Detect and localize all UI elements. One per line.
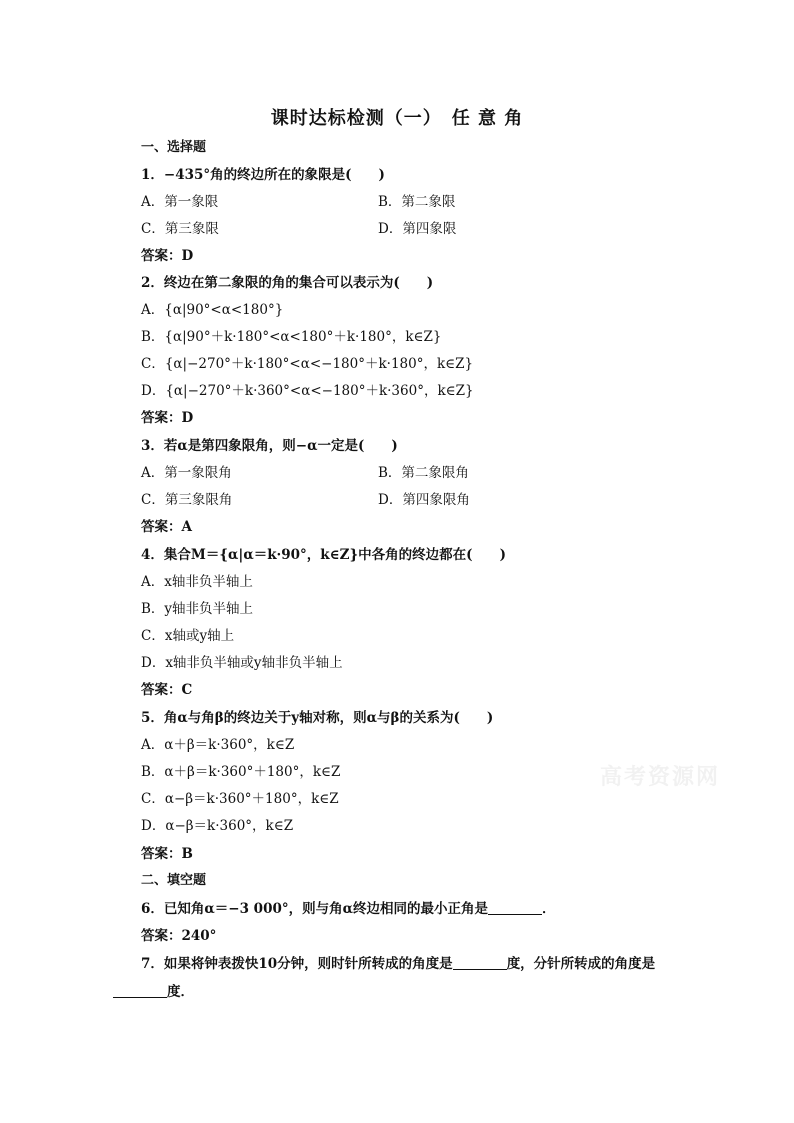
question-5-option-c: C．α−β＝k·360°＋180°，k∈Z [141, 791, 339, 807]
question-1-option-a: A．第一象限 [141, 194, 219, 210]
question-2-answer: 答案：D [141, 410, 194, 426]
question-5-answer: 答案：B [141, 846, 193, 862]
question-5-stem: 5．角α与角β的终边关于y轴对称，则α与β的关系为( ) [141, 710, 494, 726]
section-heading-choice: 一、选择题 [141, 140, 207, 155]
question-7-continuation [113, 983, 194, 1001]
question-7-blank-2 [113, 983, 167, 998]
question-4-stem: 4．集合M＝{α|α＝k·90°，k∈Z}中各角的终边都在( ) [141, 547, 506, 563]
question-4-answer: 答案：C [141, 682, 193, 698]
question-7-text-mid: 度，分针所转成的角度是 [506, 956, 656, 972]
question-3-option-a: A．第一象限角 [141, 465, 232, 481]
question-2-stem: 2．终边在第二象限的角的集合可以表示为( ) [141, 275, 434, 291]
question-7-stem [141, 955, 655, 973]
question-2-option-d: D．{α|−270°＋k·360°<α<−180°＋k·360°，k∈Z} [141, 383, 474, 399]
question-6-stem [141, 900, 556, 918]
question-6-answer: 答案：240° [141, 928, 217, 944]
question-2-option-c: C．{α|−270°＋k·180°<α<−180°＋k·180°，k∈Z} [141, 356, 474, 372]
question-7-blank-1 [453, 955, 507, 970]
question-4-option-d: D．x轴非负半轴或y轴非负半轴上 [141, 655, 343, 671]
question-5-option-d: D．α−β＝k·360°，k∈Z [141, 818, 294, 834]
page-title: 课时达标检测（一） 任 意 角 [270, 108, 524, 129]
question-3-stem: 3．若α是第四象限角，则−α一定是( ) [141, 438, 398, 454]
question-4-option-b: B．y轴非负半轴上 [141, 601, 254, 617]
question-1-option-c: C．第三象限 [141, 221, 219, 237]
question-1-stem: 1．−435°角的终边所在的象限是( ) [141, 167, 385, 183]
question-7-text-end: 度． [167, 984, 194, 1000]
question-1-option-b: B．第二象限 [378, 194, 456, 210]
question-1-option-d: D．第四象限 [378, 221, 457, 237]
question-6-end: ． [542, 901, 556, 917]
question-6-blank [488, 900, 542, 915]
question-2-option-a: A．{α|90°<α<180°} [141, 302, 284, 318]
question-4-option-a: A．x轴非负半轴上 [141, 574, 253, 590]
question-3-answer: 答案：A [141, 519, 192, 535]
question-6-text: 6．已知角α＝−3 000°，则与角α终边相同的最小正角是 [141, 901, 489, 917]
question-3-option-c: C．第三象限角 [141, 492, 233, 508]
question-5-option-a: A．α＋β＝k·360°，k∈Z [141, 737, 295, 753]
question-3-option-d: D．第四象限角 [378, 492, 470, 508]
question-1-answer: 答案：D [141, 248, 194, 264]
question-7-text: 7．如果将钟表拨快10分钟，则时针所转成的角度是 [141, 956, 453, 972]
question-4-option-c: C．x轴或y轴上 [141, 628, 235, 644]
question-2-option-b: B．{α|90°＋k·180°<α<180°＋k·180°，k∈Z} [141, 329, 442, 345]
section-heading-fill: 二、填空题 [141, 873, 207, 888]
question-5-option-b: B．α＋β＝k·360°＋180°，k∈Z [141, 764, 341, 780]
watermark: 高考资源网 [600, 764, 721, 790]
question-3-option-b: B．第二象限角 [378, 465, 469, 481]
